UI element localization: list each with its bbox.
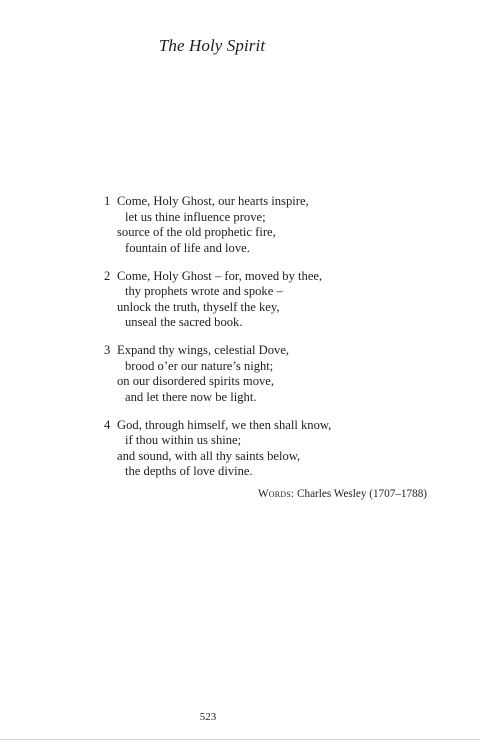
page-title: The Holy Spirit xyxy=(158,36,266,55)
verse-line: unlock the truth, thyself the key, xyxy=(117,299,280,314)
verse-line: the depths of love divine. xyxy=(125,464,253,478)
credit-author: Charles Wesley (1707–1788) xyxy=(297,488,428,500)
verse-1 xyxy=(104,194,404,256)
words-credit xyxy=(258,488,427,500)
verse-line: Come, Holy Ghost – for, moved by thee, xyxy=(117,268,323,283)
verse-number: 3 xyxy=(104,343,111,357)
verse-line: unseal the sacred book. xyxy=(125,315,243,329)
verse-3 xyxy=(104,343,404,405)
verse-line: and let there now be light. xyxy=(125,389,257,404)
verse-line: and sound, with all thy saints below, xyxy=(117,448,301,463)
verse-2 xyxy=(104,269,404,331)
verse-line: God, through himself, we then shall know, xyxy=(117,417,332,432)
bottom-rule xyxy=(0,739,480,740)
verse-line: fountain of life and love. xyxy=(125,240,250,255)
verse-list xyxy=(104,194,404,492)
verse-line: if thou within us shine; xyxy=(125,433,242,447)
verse-number: 2 xyxy=(104,268,111,283)
verse-line: brood o’er our nature’s night; xyxy=(125,358,274,373)
verse-line: thy prophets wrote and spoke – xyxy=(125,284,283,298)
verse-line: let us thine influence prove; xyxy=(125,209,266,224)
verse-line: source of the old prophetic fire, xyxy=(117,225,276,239)
verse-line: Come, Holy Ghost, our hearts inspire, xyxy=(117,194,309,208)
page-number: 523 xyxy=(199,711,217,723)
verse-line: on our disordered spirits move, xyxy=(117,374,275,388)
verse-4 xyxy=(104,418,404,480)
verse-number: 4 xyxy=(104,417,111,432)
verse-line: Expand thy wings, celestial Dove, xyxy=(117,343,290,357)
credit-label: Words: xyxy=(258,488,295,500)
verse-number: 1 xyxy=(104,194,111,208)
